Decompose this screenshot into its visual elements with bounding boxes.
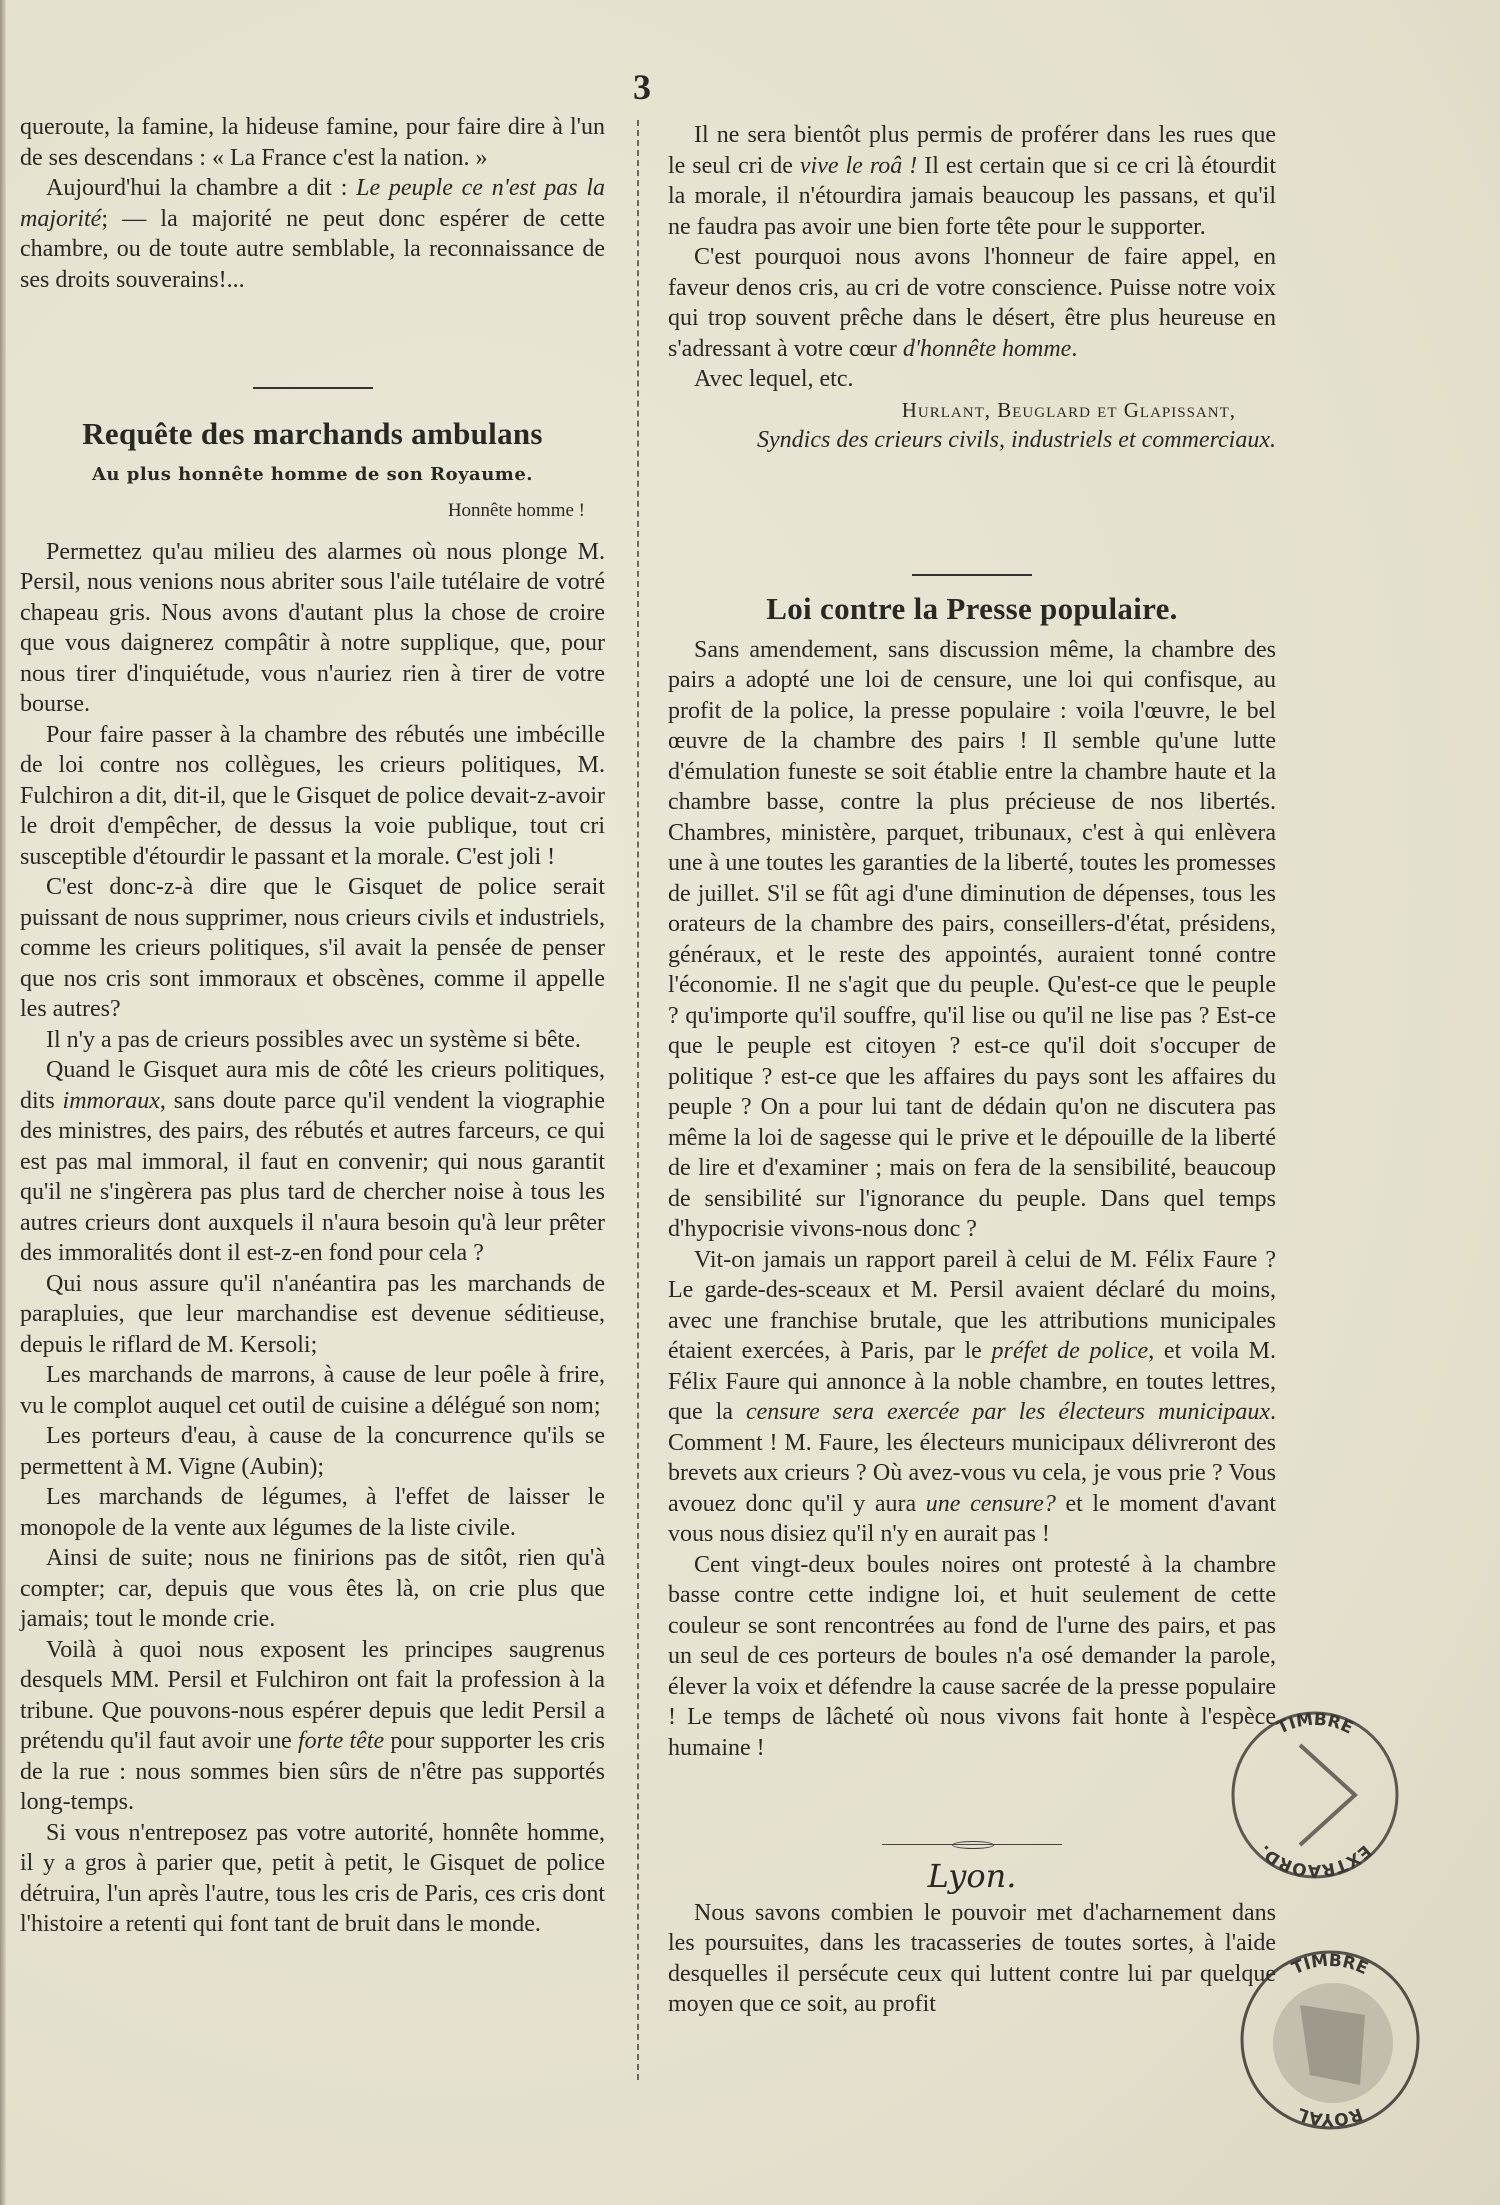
paragraph bbox=[20, 1025, 605, 1056]
page-number: 3 bbox=[633, 67, 651, 107]
stamp-lettering: ROYAL bbox=[1294, 2103, 1365, 2130]
italic-text: d'honnête homme bbox=[902, 335, 1072, 362]
paragraph bbox=[20, 1635, 605, 1818]
paragraph bbox=[20, 1055, 605, 1269]
paragraph bbox=[20, 537, 605, 720]
stamp-lettering: TIMBRE bbox=[1273, 1709, 1357, 1739]
italic-text: censure sera exercée par les électeurs municipaux bbox=[745, 1399, 1270, 1425]
article-requete bbox=[20, 365, 605, 1940]
text: C'est pourquoi nous avons l'honneur de faire appel, en faveur denos cris, au cri de votre conscience. Puisse notre voix qui trop souvent prêche dans le désert, être plus heureuse en s'adressant à votre cœur bbox=[668, 244, 1276, 362]
text: ; — la majorité ne peut donc espérer de cette chambre, ou de toute autre semblable, la reconnaissance de ses droits souverains!... bbox=[20, 205, 605, 293]
signature-title: Syndics des crieurs civils, industriels et commerciaux. bbox=[757, 427, 1276, 453]
text: . bbox=[1071, 335, 1078, 362]
text: Si vous n'entreposez pas votre autorité, honnête homme, il y a gros à parier que, petit à petit, le Gisquet de police détruira, l'un après l'autre, tous les cris de Paris, ces cris dont l'histoire a retenti qui font tant de bruit dans le monde. bbox=[20, 1819, 605, 1937]
text: C'est donc-z-à dire que le Gisquet de police serait puissant de nous supprimer, nous crieurs civils et industriels, comme les crieurs politiques, s'il avait la pensée de penser que nos cris sont immoraux et obscènes, comme il appelle les autres? bbox=[20, 874, 605, 1022]
text: et le moment d'avant vous nous disiez qu'il n'y en aurait pas ! bbox=[668, 1490, 1276, 1547]
text: queroute, la famine, la hideuse famine, pour faire dire à l'un de ses descendans : « La France c'est la nation. » bbox=[20, 114, 605, 171]
paragraph bbox=[668, 1245, 1276, 1550]
article-title: Requête des marchands ambulans bbox=[82, 416, 543, 451]
text: Permettez qu'au milieu des alarmes où nous plonge M. Persil, nous venions nous abriter sous l'aile tutélaire de votré chapeau gris. Nous avons d'autant plus la chose de croire que vous daignerez compâtir à notre supplique, que, pour nous tirer d'inquiétude, vous n'auriez rien à tirer de votre bourse. bbox=[20, 538, 605, 717]
signature: Hurlant, Beuglard et Glapissant, bbox=[901, 397, 1236, 422]
italic-text: une censure? bbox=[925, 1490, 1056, 1517]
text: pour supporter les cris de la rue : nous sommes bien sûrs de n'être pas supportés long-temps. bbox=[20, 1728, 606, 1815]
text: Sans amendement, sans discussion même, la chambre des pairs a adopté une loi de censure, une loi qui confisque, au profit de la police, la presse populaire : voila l'œuvre, le bel œuvre de la chambre des pairs ! Il semble qu'une lutte d'émulation funeste se soit établie entre la chambre haute et la chambre basse, contre la plus précieuse de nos libertés. Chambres, ministère, parquet, tribunaux, c'est à qui enlèvera une à une toutes les garanties de la liberté, toutes les promesses de juillet. S'il se fût agi d'une diminution de dépenses, tous les orateurs de la chambre des pairs, conseillers-d'état, présidens, généraux, et le reste des appointés, auraient tonné contre l'économie. Il ne s'agit que du peuple. Qu'est-ce que le peuple ? qu'importe qu'il souffre, qu'il lise ou qu'il ne lise pas ? Est-ce que le peuple est citoyen ? est-ce qu'il doit s'occuper de politique ? est-ce que les affaires du pays sont les affaires du peuple ? On a pour lui tant de dédain qu'on ne discutera pas même la loi de sagesse qui le prive et le dépouille de la liberté de lire et d'examiner ; mais on fera de la sensibilité, beaucoup de sensibilité sur l'ignorance du peuple. Dans quel temps d'hypocrisie vivons-nous donc ? bbox=[668, 636, 1276, 1242]
paragraph bbox=[20, 112, 605, 173]
text: Quand le Gisquet aura mis de côté les crieurs politiques, dits bbox=[20, 1057, 605, 1114]
section-rule bbox=[253, 387, 373, 389]
left-column-intro bbox=[20, 112, 605, 295]
paragraph bbox=[20, 1421, 605, 1482]
ornamental-rule bbox=[882, 1844, 1062, 1855]
italic-text: préfet de police bbox=[991, 1338, 1149, 1364]
italic-text: Le peuple ce n'est pas la majorité bbox=[20, 175, 606, 232]
paragraph bbox=[668, 242, 1276, 364]
text: Aujourd'hui la chambre a dit : bbox=[46, 175, 357, 201]
paragraph bbox=[20, 1818, 605, 1940]
article-loi bbox=[668, 560, 1276, 1763]
text: Nous savons combien le pouvoir met d'acharnement dans les poursuites, dans les tracasseries de toutes sortes, à l'aide desquelles il persécute ceux qui luttent contre lui par quelque moyen que ce soit, au profit bbox=[668, 1899, 1276, 2017]
stamp-lettering: TIMBRE bbox=[1289, 1950, 1371, 1980]
text: , et voila M. Félix Faure qui annonce à la noble chambre, en toutes lettres, que la bbox=[668, 1338, 1277, 1425]
paragraph bbox=[20, 720, 605, 873]
text: Qui nous assure qu'il n'anéantira pas les marchands de parapluies, que leur marchandise est devenue séditieuse, depuis le riflard de M. Kersoli; bbox=[20, 1270, 605, 1358]
italic-text: vive le roâ ! bbox=[799, 152, 918, 179]
article-body bbox=[668, 1898, 1276, 2020]
right-column-continuation bbox=[668, 120, 1276, 456]
stamp-timbre-extraordinaire bbox=[1225, 1705, 1405, 1885]
article-lyon bbox=[668, 1830, 1276, 2020]
paragraph bbox=[20, 1482, 605, 1543]
text: Voilà à quoi nous exposent les principes saugrenus desquels MM. Persil et Fulchiron ont fait la profession à la tribune. Que pouvons-nous espérer depuis que ledit Persil a prétendu qu'il faut avoir une bbox=[20, 1636, 605, 1754]
stamp-lettering: EXTRAORD. bbox=[1254, 1840, 1375, 1881]
article-body bbox=[20, 537, 605, 1940]
text: Avec lequel, etc. bbox=[694, 366, 854, 392]
text: , sans doute parce qu'il vendent la viographie des ministres, des pairs, des rébutés et autres farceurs, ce qui est pas mal immoral, il faut en convenir; qui nous garantit qu'il ne s'ingèrera pas plus tard de chercher noise à tous les autres crieurs dont auxquels il n'aura besoin qu'à leur prêter des immoralités dont il est-z-en fond pour cela ? bbox=[20, 1087, 605, 1266]
paragraph bbox=[668, 1550, 1276, 1764]
text: Les marchands de légumes, à l'effet de laisser le monopole de la vente aux légumes de la liste civile. bbox=[20, 1484, 605, 1541]
paragraph bbox=[20, 872, 605, 1025]
text: Vit-on jamais un rapport pareil à celui de M. Félix Faure ? Le garde-des-sceaux et M. Persil avaient déclaré du moins, avec une franchise brutale, que les attributions municipales étaient exercées, à Paris, par le bbox=[668, 1246, 1276, 1364]
text: Ainsi de suite; nous ne finirions pas de sitôt, rien qu'à compter; car, depuis que vous êtes là, on crie plus que jamais; tout le monde crie. bbox=[20, 1545, 605, 1632]
paragraph bbox=[668, 1898, 1276, 2020]
intro-paragraphs bbox=[20, 112, 605, 295]
stamp-timbre-royal bbox=[1235, 1945, 1425, 2135]
paragraph bbox=[20, 173, 605, 295]
text: Les porteurs d'eau, à cause de la concurrence qu'ils se permettent à M. Vigne (Aubin); bbox=[20, 1423, 605, 1480]
paragraph bbox=[20, 1269, 605, 1361]
text: Pour faire passer à la chambre des rébutés une imbécille de loi contre nos collègues, les crieurs politiques, M. Fulchiron a dit, dit-il, que le Gisquet de police devait-z-avoir le droit d'empêcher, de dessus la voie publique, tout cri susceptible d'étourdir le passant et la morale. C'est joli ! bbox=[20, 721, 605, 870]
paragraph bbox=[668, 364, 1276, 395]
article-body bbox=[668, 635, 1276, 1764]
paragraph bbox=[668, 635, 1276, 1245]
text: . Comment ! M. Faure, les électeurs municipaux délivreront des brevets aux crieurs ? Où avez-vous vu cela, je vous prie ? Vous avouez donc qu'il y aura bbox=[668, 1399, 1276, 1517]
text: Cent vingt-deux boules noires ont protesté à la chambre basse contre cette indigne loi, et huit seulement de cette couleur se sont rencontrées au fond de l'urne des pairs, et pas un seul de ces porteurs de boules n'a osé demander la parole, élever la voix et défendre la cause sacrée de la presse populaire ! Le temps de lâcheté où nous vivons fait honte à l'espèce humaine ! bbox=[668, 1551, 1276, 1761]
binding-edge bbox=[0, 0, 6, 2205]
text: Il n'y a pas de crieurs possibles avec un système si bête. bbox=[46, 1026, 581, 1053]
text: Il ne sera bientôt plus permis de proférer dans les rues que le seul cri de bbox=[668, 122, 1276, 179]
dateline: Lyon. bbox=[927, 1857, 1017, 1895]
article-title: Loi contre la Presse populaire. bbox=[766, 591, 1178, 626]
paragraph bbox=[20, 1360, 605, 1421]
dedication: Au plus honnête homme de son Royaume. bbox=[91, 463, 534, 485]
text: Il est certain que si ce cri là étourdit la morale, il n'étourdira jamais beaucoup les passans, et qu'il ne faudra pas avoir une bien forte tête pour le supporter. bbox=[668, 152, 1277, 240]
paragraph bbox=[20, 1543, 605, 1635]
paragraph bbox=[668, 120, 1276, 242]
italic-text: forte tête bbox=[298, 1728, 385, 1754]
salutation: Honnête homme ! bbox=[447, 500, 585, 521]
italic-text: immoraux bbox=[62, 1087, 160, 1114]
column-separator bbox=[637, 120, 639, 2080]
section-rule bbox=[912, 574, 1032, 576]
text: Les marchands de marrons, à cause de leur poêle à frire, vu le complot auquel cet outil de cuisine a délégué son nom; bbox=[20, 1362, 605, 1419]
continued-paragraphs bbox=[668, 120, 1276, 395]
